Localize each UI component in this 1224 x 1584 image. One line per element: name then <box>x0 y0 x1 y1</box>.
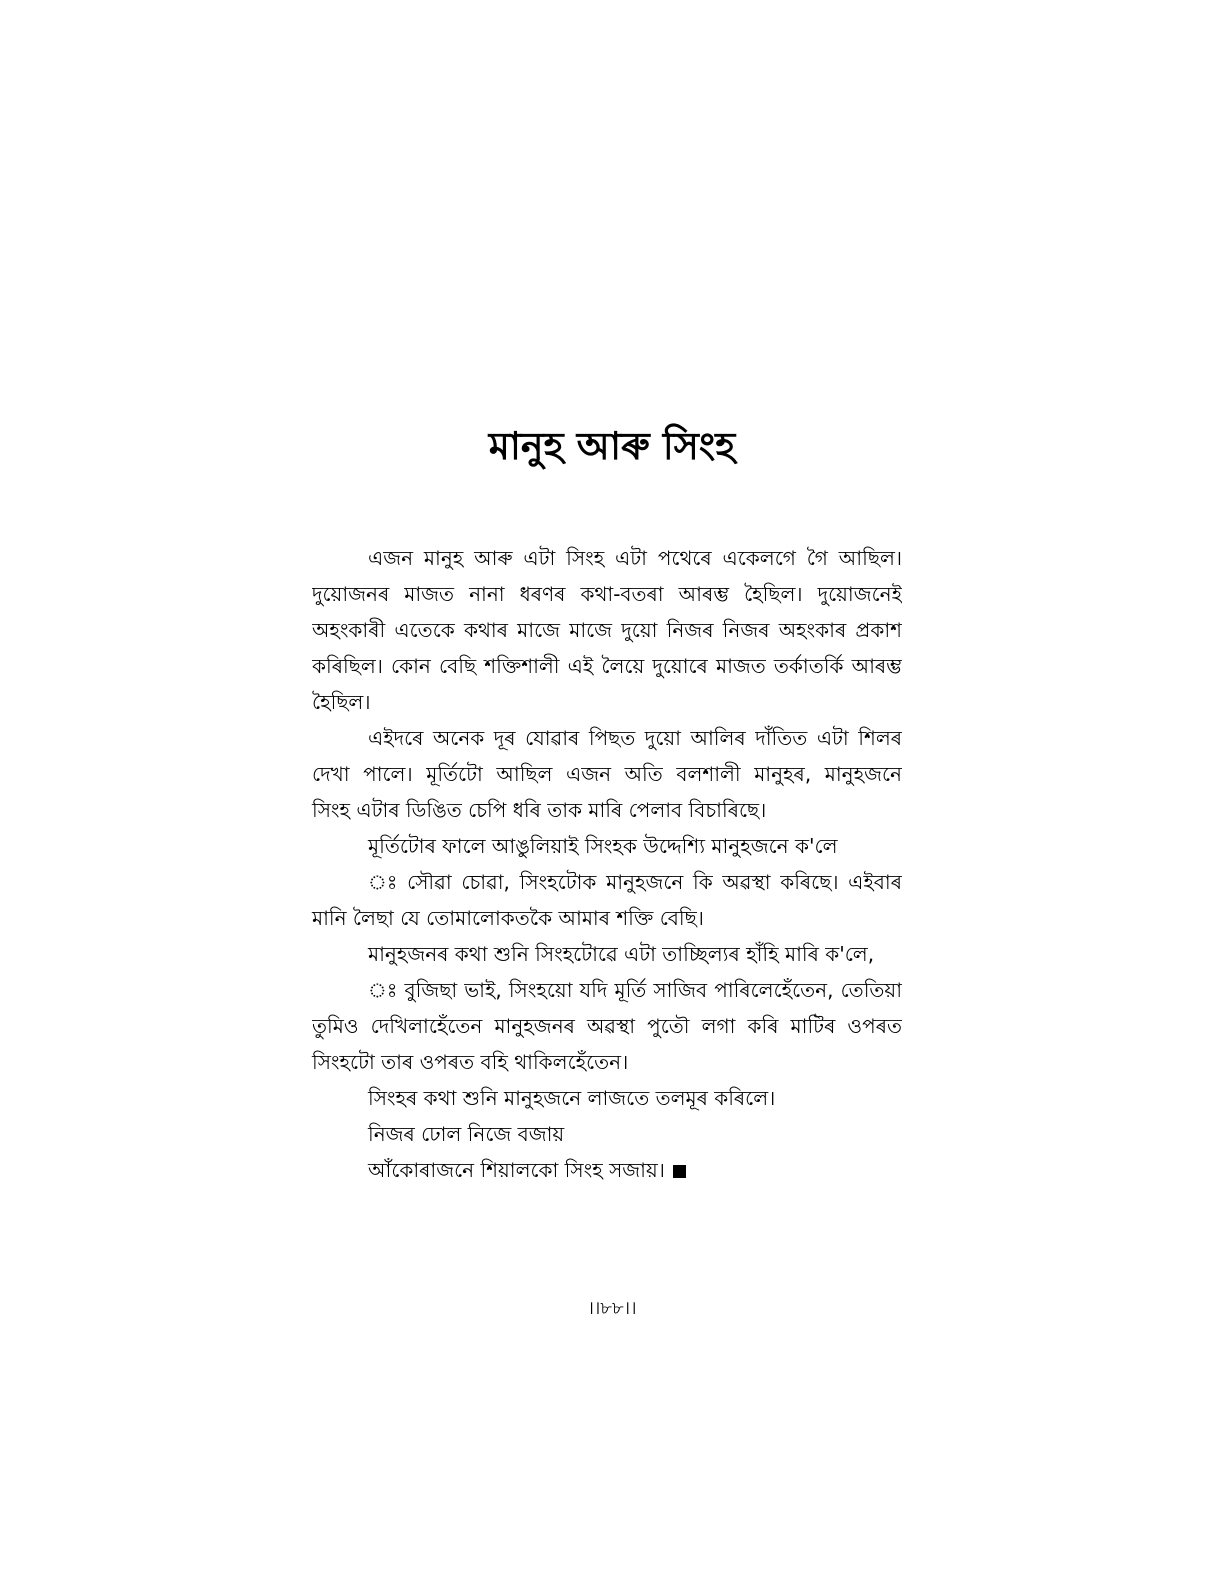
text-line <box>312 684 902 720</box>
text-line <box>312 1080 902 1116</box>
text-line-content: সিংহৰ কথা শুনি মানুহজনে লাজতে তলমূৰ কৰিলে। <box>368 1086 776 1110</box>
text-line-content: এইদৰে অনেক দূৰ যোৱাৰ পিছত দুয়ো আলিৰ দাঁতিত এটা শিলৰ <box>368 726 902 750</box>
text-line-content: হৈছিল। <box>312 690 371 714</box>
text-line-content: ঃ সৌৱা চোৱা, সিংহটোক মানুহজনে কি অৱস্থা কৰিছে। এইবাৰ <box>368 870 902 894</box>
text-line-content: ঃ বুজিছা ভাই, সিংহয়ো যদি মূৰ্তি সাজিব পাৰিলেহেঁতেন, তেতিয়া <box>368 978 902 1002</box>
text-line-content: সিংহ এটাৰ ডিঙিত চেপি ধৰি তাক মাৰি পেলাব বিচাৰিছে। <box>312 798 767 822</box>
text-line-content: মূৰ্তিটোৰ ফালে আঙুলিয়াই সিংহক উদ্দেশ্যি মানুহজনে ক'লে <box>368 834 838 858</box>
text-line <box>312 612 902 648</box>
text-line <box>312 1044 902 1080</box>
text-line <box>312 756 902 792</box>
text-line <box>312 936 902 972</box>
story-body <box>312 540 902 1188</box>
text-line-content: মানুহজনৰ কথা শুনি সিংহটোৱে এটা তাচ্ছিল্যৰ হাঁহি মাৰি ক'লে, <box>368 942 875 966</box>
end-mark-icon <box>673 1165 686 1178</box>
text-line <box>312 972 902 1008</box>
text-line <box>312 648 902 684</box>
text-line-content: এজন মানুহ আৰু এটা সিংহ এটা পথেৰে একেলগে গৈ আছিল। <box>368 546 902 570</box>
text-line-content: নিজৰ ঢোল নিজে বজায় <box>368 1122 565 1146</box>
text-line-content: দেখা পালে। মূৰ্তিটো আছিল এজন অতি বলশালী মানুহৰ, মানুহজনে <box>312 762 902 786</box>
text-line-content: তুমিও দেখিলাহেঁতেন মানুহজনৰ অৱস্থা পুতৌ লগা কৰি মাটিৰ ওপৰত <box>312 1014 902 1038</box>
text-line-content: মানি লৈছা যে তোমালোকতকৈ আমাৰ শক্তি বেছি। <box>312 906 704 930</box>
text-line <box>312 1116 902 1152</box>
text-line <box>312 576 902 612</box>
text-line-content: অহংকাৰী এতেকে কথাৰ মাজে মাজে দুয়ো নিজৰ নিজৰ অহংকাৰ প্ৰকাশ <box>312 618 902 642</box>
story-title: মানুহ আৰু সিংহ <box>488 424 736 469</box>
text-line <box>312 900 902 936</box>
text-line <box>312 1008 902 1044</box>
page-number: ।।৮৮।। <box>587 1298 637 1319</box>
text-line-content: কৰিছিল। কোন বেছি শক্তিশালী এই লৈয়ে দুয়োৰে মাজত তৰ্কাতৰ্কি আৰম্ভ <box>312 654 902 678</box>
text-line <box>312 540 902 576</box>
text-line <box>312 1152 902 1188</box>
text-line-content: সিংহটো তাৰ ওপৰত বহি থাকিলহেঁতেন। <box>312 1050 629 1074</box>
text-line-content: আঁকোৰাজনে শিয়ালকো সিংহ সজায়। <box>368 1158 665 1182</box>
text-line-content: দুয়োজনৰ মাজত নানা ধৰণৰ কথা-বতৰা আৰম্ভ হৈছিল। দুয়োজনেই <box>312 582 902 606</box>
text-line <box>312 828 902 864</box>
text-line <box>312 864 902 900</box>
text-line <box>312 792 902 828</box>
text-line <box>312 720 902 756</box>
